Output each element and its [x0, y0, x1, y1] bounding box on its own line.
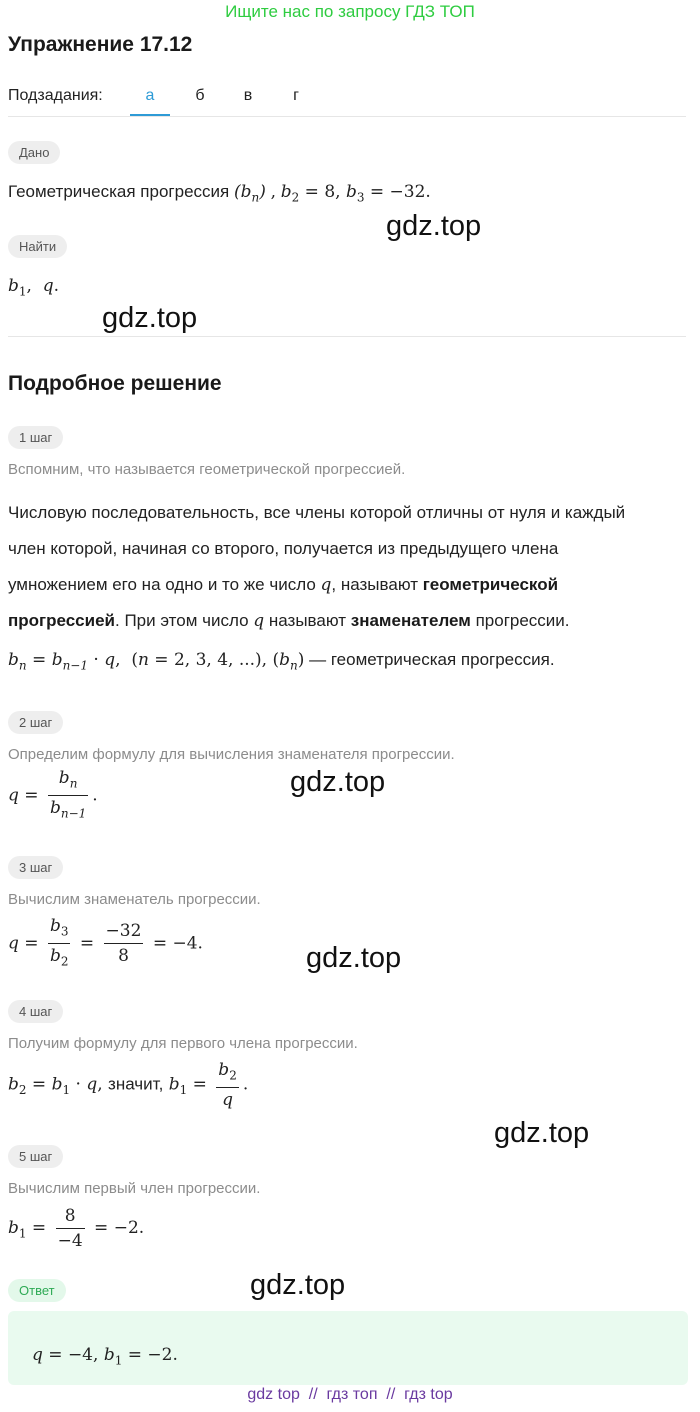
watermark: gdz.top — [494, 1117, 590, 1149]
given-badge: Дано — [8, 141, 60, 164]
watermark: gdz.top — [290, 766, 386, 798]
promo-banner: Ищите нас по запросу ГДЗ ТОП — [225, 2, 475, 21]
definition-line: умножением его на одно и то же число q, называют геометрической — [8, 575, 559, 595]
watermark: gdz.top — [250, 1269, 346, 1301]
calc-q: q = $\frac{b_3}{b_2}$ = $\frac{-32}{8}$ = −4. — [8, 916, 203, 969]
watermark: gdz.top — [102, 302, 198, 334]
divider — [8, 336, 686, 337]
definition-line: член которой, начиная со второго, получается из предыдущего члена — [8, 539, 559, 558]
step-badge: 5 шаг — [8, 1145, 63, 1168]
formula-b1: $b_2 = b_1 \cdot q$, значит, $b_1$ = $\frac{b_2}{q}$ . — [8, 1060, 249, 1111]
definition-paragraph — [8, 495, 692, 639]
step-hint: Определим формулу для вычисления знаменателя прогрессии. — [8, 746, 455, 763]
answer-badge: Ответ — [8, 1279, 66, 1302]
definition-line: Числовую последовательность, все члены которой отличны от нуля и каждый — [8, 503, 626, 522]
definition-line: прогрессией. При этом число q называют знаменателем прогрессии. — [8, 611, 570, 631]
step-hint: Вспомним, что называется геометрической прогрессией. — [8, 461, 406, 478]
find-badge: Найти — [8, 235, 67, 258]
subtasks-label: Подзадания: — [8, 87, 103, 104]
step-badge: 1 шаг — [8, 426, 63, 449]
calc-b1: $b_1$ = $\frac{8}{-4}$ = −2. — [8, 1206, 145, 1251]
tab-v[interactable]: в — [243, 87, 253, 104]
tab-a[interactable]: а — [130, 87, 170, 117]
tab-g[interactable]: г — [293, 87, 299, 104]
given-text: Геометрическая прогрессия $(b_n)$ , $b_2 = 8$, $b_3 = -32$. — [8, 182, 431, 205]
subtask-tabs — [8, 85, 688, 117]
watermark: gdz.top — [386, 210, 482, 242]
formula-q: q = $\frac{b_n}{b_{n-1}}$ . — [8, 768, 98, 821]
step-hint: Получим формулу для первого члена прогрессии. — [8, 1035, 358, 1052]
tab-b[interactable]: б — [195, 87, 205, 104]
recurrence-formula: $b_n = b_{n-1} \cdot q$, (n = 2, 3, 4, ...), $(b_n)$ — геометрическая прогрессия. — [8, 650, 555, 673]
solution-title: Подробное решение — [8, 372, 222, 395]
step-badge: 2 шаг — [8, 711, 63, 734]
watermark: gdz.top — [306, 942, 402, 974]
page-title: Упражнение 17.12 — [8, 33, 193, 56]
step-hint: Вычислим первый член прогрессии. — [8, 1180, 261, 1197]
find-text: $b_1$, q. — [8, 276, 60, 299]
answer-text: q = −4, $b_1 = -2$. — [32, 1345, 178, 1368]
divider — [8, 116, 686, 117]
footer-links: gdz top // гдз топ // гдз top — [247, 1386, 453, 1403]
step-badge: 4 шаг — [8, 1000, 63, 1023]
step-hint: Вычислим знаменатель прогрессии. — [8, 891, 261, 908]
step-badge: 3 шаг — [8, 856, 63, 879]
